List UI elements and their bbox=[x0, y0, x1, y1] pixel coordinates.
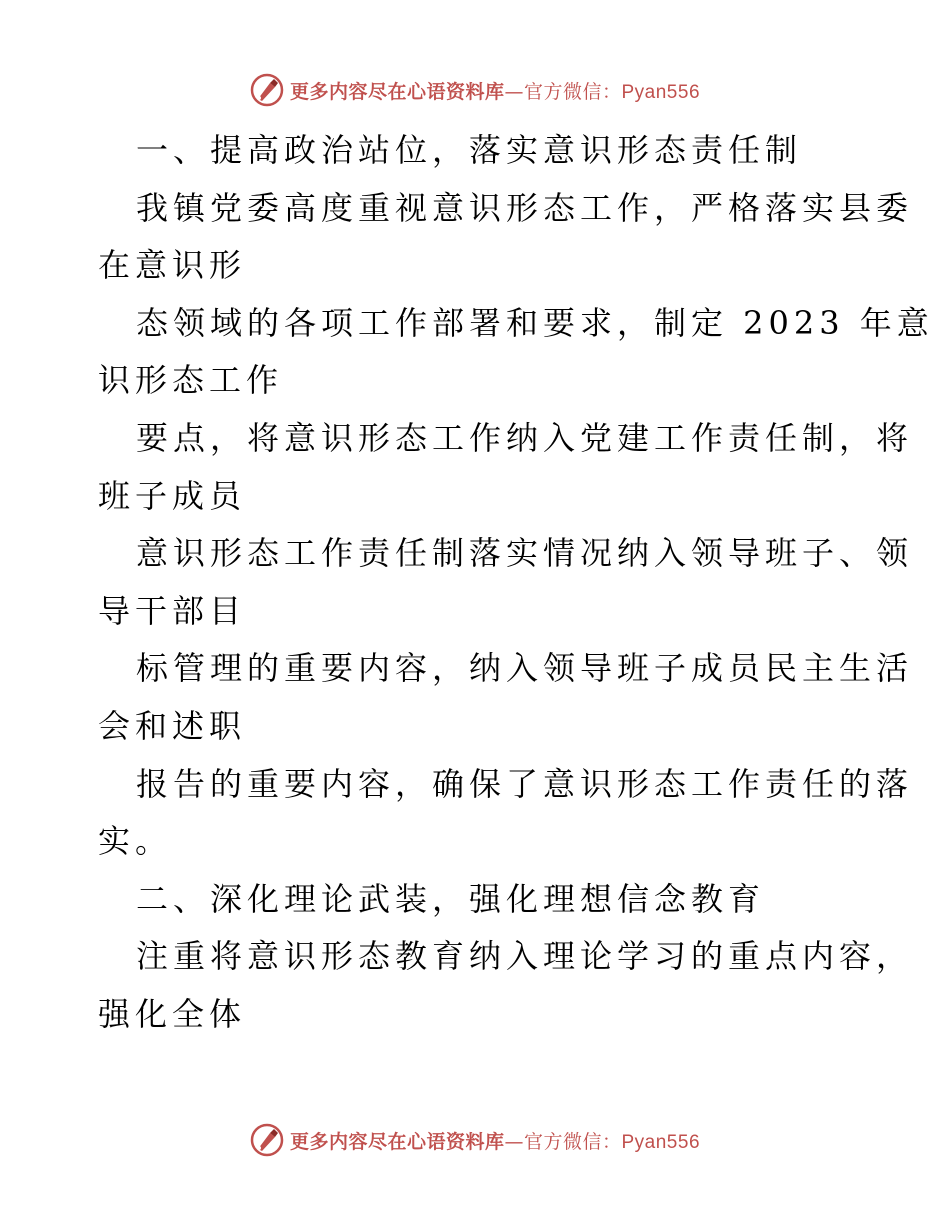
paragraph-line: 实。 bbox=[98, 822, 173, 861]
heading-section-1: 一、提高政治站位，落实意识形态责任制 bbox=[136, 131, 803, 169]
banner-wechat-id: Pyan556 bbox=[621, 81, 701, 103]
header-watermark-banner bbox=[0, 70, 950, 110]
heading-section-2: 二、深化理论武装，强化理想信念教育 bbox=[136, 879, 766, 918]
banner-wechat-id: Pyan556 bbox=[621, 1131, 701, 1153]
paragraph-line: 班子成员 bbox=[98, 476, 247, 515]
pen-nib-logo-icon bbox=[250, 73, 284, 107]
paragraph-line: 导干部目 bbox=[98, 591, 247, 630]
banner-wechat-label: 官方微信： bbox=[523, 1130, 622, 1153]
document-body bbox=[98, 122, 934, 1044]
banner-dash: — bbox=[504, 80, 524, 103]
paragraph-line: 标管理的重要内容，纳入领导班子成员民主生活 bbox=[136, 649, 914, 688]
banner-wechat-label: 官方微信： bbox=[523, 80, 622, 103]
paragraph-line: 在意识形 bbox=[98, 246, 247, 285]
banner-dash: — bbox=[504, 1130, 524, 1153]
paragraph-line: 注重将意识形态教育纳入理论学习的重点内容， bbox=[136, 937, 914, 976]
banner-main-text: 更多内容尽在心语资料库 bbox=[289, 1130, 505, 1153]
paragraph-line: 意识形态工作责任制落实情况纳入领导班子、领 bbox=[136, 534, 914, 573]
paragraph-line: 要点，将意识形态工作纳入党建工作责任制，将 bbox=[136, 418, 914, 457]
footer-watermark-banner bbox=[0, 1120, 950, 1160]
paragraph-line: 态领域的各项工作部署和要求，制定 2023 年意 bbox=[136, 303, 934, 342]
paragraph-line: 会和述职 bbox=[98, 706, 247, 745]
paragraph-line: 强化全体 bbox=[98, 994, 247, 1033]
paragraph-line: 我镇党委高度重视意识形态工作，严格落实县委 bbox=[136, 188, 914, 227]
paragraph-line: 识形态工作 bbox=[98, 361, 284, 400]
paragraph-line: 报告的重要内容，确保了意识形态工作责任的落 bbox=[136, 764, 914, 803]
pen-nib-logo-icon bbox=[250, 1123, 284, 1157]
banner-main-text: 更多内容尽在心语资料库 bbox=[289, 80, 505, 103]
